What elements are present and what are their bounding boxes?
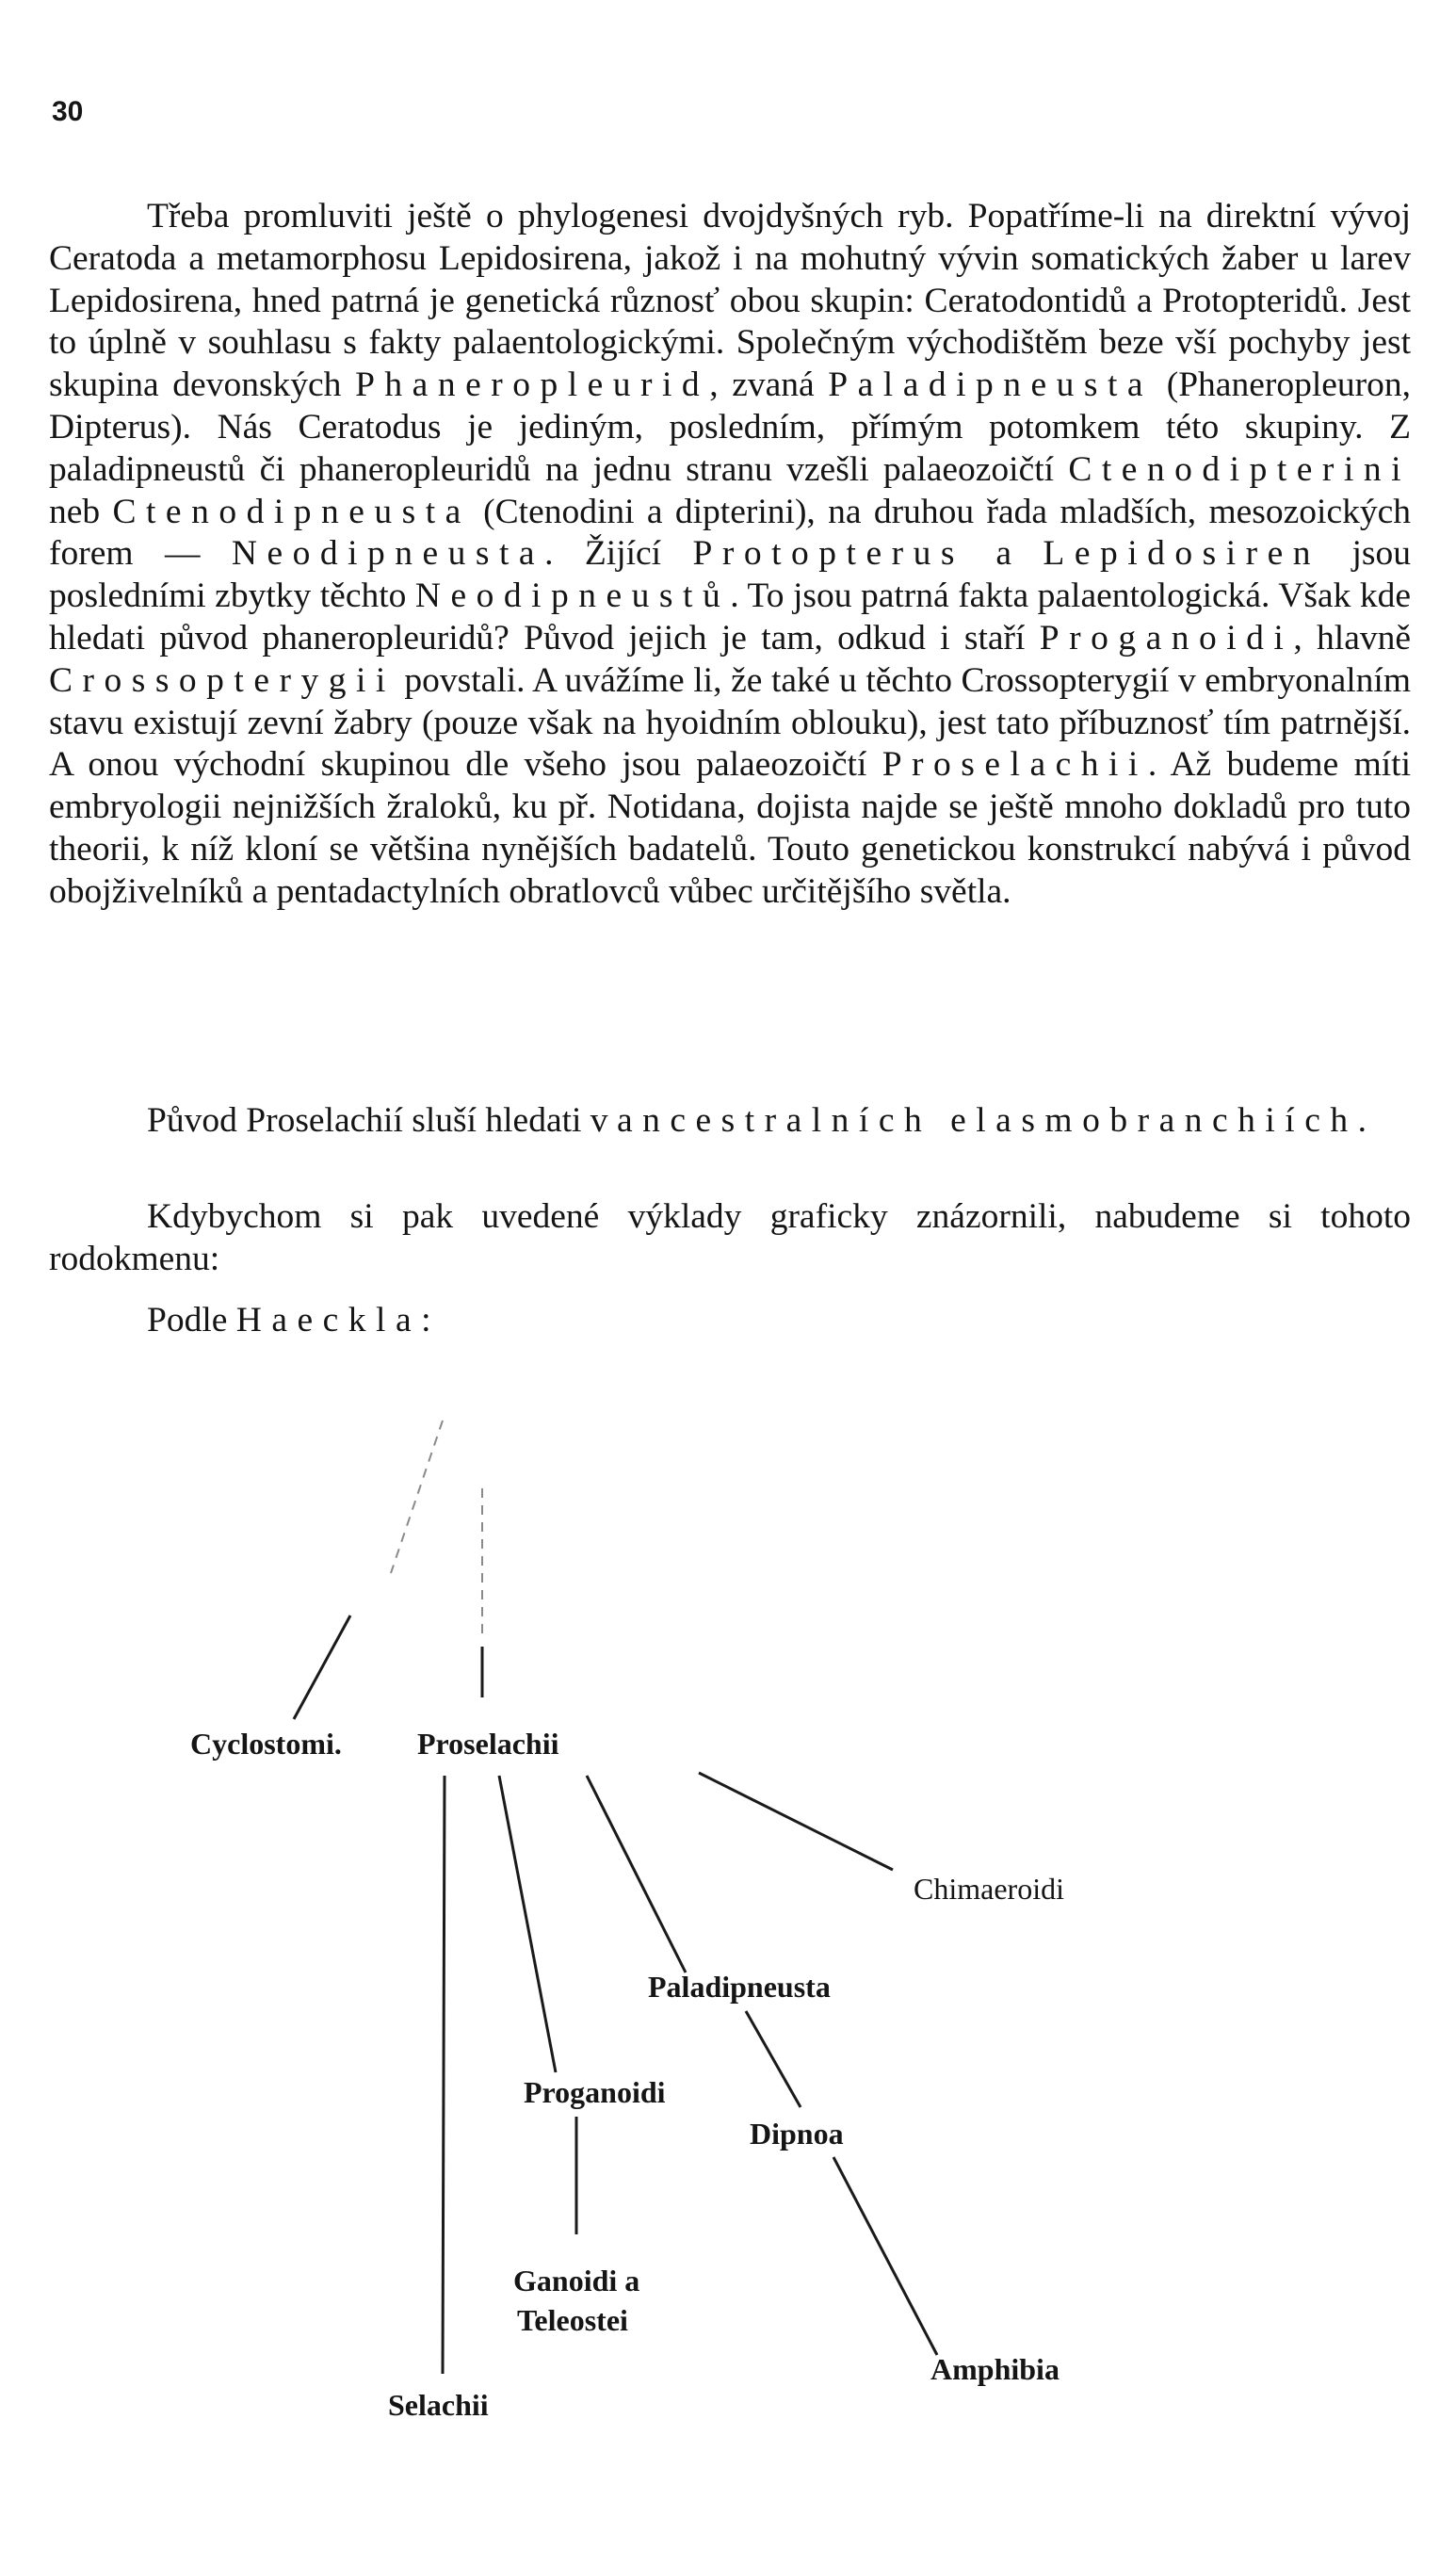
text-run: : — [421, 1301, 431, 1339]
text-run: (Ctenodini a dipterini), na druhou řada mladších, mesozoických forem — — [49, 492, 1411, 574]
node-dipnoa: Dipnoa — [750, 2117, 844, 2151]
node-teleostei: Teleostei — [517, 2303, 628, 2337]
text-run: . Žijící — [544, 534, 693, 574]
text-run: Třeba promluviti ještě o phylogenesi dvojdyšných ryb. Popatříme-li na direktní vývoj Ceratoda a metamorphosu Lepidosirena, jakož i na mohutný vývin somatických žaber u larev Lepidosirena, hned patrná je genetická různosť obou skupin: Ceratodontidů a Protopteridů. Jest to úplně v souhlasu s fakty palaentologickými. Společným východištěm beze vší pochyby jest skupina devonských — [49, 197, 1411, 405]
text-run: , zvaná — [709, 365, 829, 405]
spaced-term: Ctenodipneusta — [112, 492, 471, 531]
node-proselachii: Proselachii — [417, 1727, 559, 1761]
spaced-term: Neodipneustů — [414, 576, 731, 616]
spaced-term: Lepidosiren — [1043, 534, 1321, 574]
text-run: Podle — [147, 1301, 236, 1339]
spaced-term: Crossopterygii — [49, 660, 396, 700]
branch-to-selachii — [443, 1776, 445, 2374]
spaced-term: Haeckla — [235, 1301, 422, 1339]
node-ganoidi: Ganoidi a — [513, 2264, 640, 2297]
text-run: neb — [49, 492, 113, 531]
node-paladipneusta: Paladipneusta — [648, 1970, 831, 2004]
spaced-term: Neodipneusta — [231, 534, 545, 574]
branch-to-paladipneusta — [587, 1776, 686, 1973]
node-cyclostomi: Cyclostomi. — [190, 1727, 342, 1761]
spaced-term: Protopterus — [692, 534, 964, 574]
page-number: 30 — [52, 96, 84, 127]
spaced-term: Proganoidi — [1039, 618, 1294, 658]
text-run: (Phaneropleuron, Dipterus). Nás Ceratodus je jediným, posledním, přímým potomkem této skupiny. Z paladipneustů či phaneropleuridů na jednu stranu vzešli palaeozoičtí — [49, 365, 1412, 489]
text-run: . — [1357, 1101, 1367, 1140]
branch-to-dipnoa — [746, 2011, 801, 2107]
node-proganoidi: Proganoidi — [524, 2075, 666, 2109]
spaced-term: Ctenodipterini — [1068, 449, 1411, 489]
text-run: . To jsou patrná fakta palaentologická. Však kde hledati původ phaneropleuridů? Původ jejich je tam, odkud i staří — [49, 576, 1411, 658]
branch-to-proganoidi — [499, 1776, 556, 2072]
branch-to-chimaeroidi — [699, 1773, 893, 1870]
spaced-term: Phaneropleurid — [355, 365, 710, 405]
ancestral-line-faint — [391, 1421, 443, 1573]
node-chimaeroidi: Chimaeroidi — [914, 1872, 1064, 1906]
text-run: povstali. A uvážíme li, že také u těchto Crossopterygií v embryonalním stavu existují zevní žabry (pouze však na hyoidním oblouku), jest tato příbuznosť tím patrnější. A onou východní skupinou dle všeho jsou palaeozoičtí — [49, 660, 1411, 785]
text-run: a — [963, 534, 1043, 574]
text-run: Kdybychom si pak uvedené výklady graficky znázornili, nabudeme si tohoto rodokmenu: — [49, 1197, 1411, 1278]
branch-to-cyclostomi — [294, 1615, 350, 1719]
branch-to-amphibia — [833, 2157, 937, 2355]
text-run: . Až budeme míti embryologii nejnižších žraloků, ku př. Notidana, dojista najde se ještě mnoho dokladů pro tuto theorii, k níž kloní se většina nynějších badatelů. Touto genetickou konstrukcí nabývá i původ obojživelníků a pentadactylních obratlovců vůbec určitějšího světla. — [49, 745, 1412, 911]
spaced-term: Proselachii — [882, 745, 1148, 785]
spaced-term: ancestralních elasmobranchiích — [616, 1101, 1358, 1140]
spaced-term: Paladipneusta — [828, 365, 1154, 405]
text-run: jsou posledními zbytky těchto — [49, 534, 1411, 616]
node-amphibia: Amphibia — [930, 2352, 1060, 2386]
text-run: Původ Proselachií sluší hledati v — [147, 1101, 617, 1140]
text-run: , hlavně — [1293, 618, 1411, 658]
node-selachii: Selachii — [388, 2388, 489, 2422]
